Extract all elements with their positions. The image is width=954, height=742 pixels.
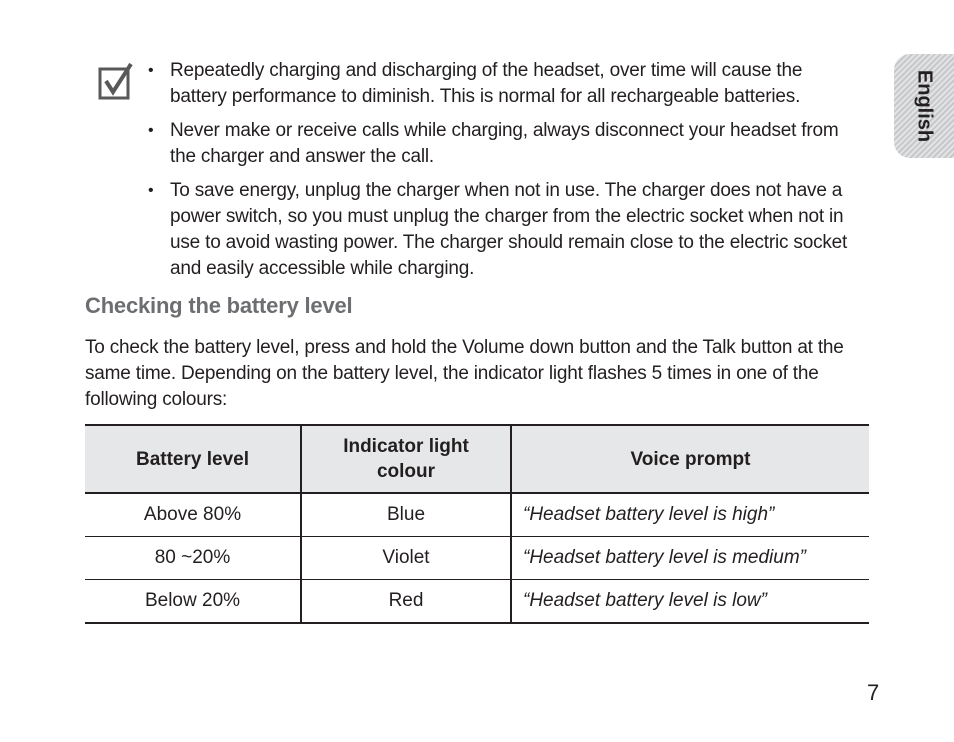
table-row (85, 580, 869, 624)
table-header-row (85, 425, 869, 493)
language-tab (894, 54, 954, 158)
note-bullet-item (146, 58, 862, 110)
cell-indicator-colour: Violet (301, 537, 511, 580)
cell-indicator-colour: Blue (301, 493, 511, 537)
cell-battery-level: Above 80% (85, 493, 301, 537)
note-bullet-item (146, 118, 862, 170)
section-title: Checking the battery level (85, 293, 353, 318)
bullet-dot: • (148, 122, 154, 139)
cell-voice-prompt: “Headset battery level is medium” (511, 537, 869, 580)
header-voice-prompt: Voice prompt (511, 425, 869, 493)
cell-voice-prompt: “Headset battery level is high” (511, 493, 869, 537)
note-bullet-text: Never make or receive calls while charging, always disconnect your headset from the charger and answer the call. (170, 120, 839, 167)
bullet-dot: • (148, 182, 154, 199)
cell-battery-level: Below 20% (85, 580, 301, 624)
note-bullet-list (146, 58, 862, 290)
page-number: 7 (867, 680, 880, 705)
cell-indicator-colour: Red (301, 580, 511, 624)
cell-battery-level: 80 ~20% (85, 537, 301, 580)
checkbox-note-icon (98, 62, 134, 100)
language-tab-label: English (913, 69, 936, 143)
note-bullet-text: Repeatedly charging and discharging of the headset, over time will cause the battery performance to diminish. This is normal for all rechargeable batteries. (170, 60, 803, 107)
cell-voice-prompt: “Headset battery level is low” (511, 580, 869, 624)
table-row (85, 537, 869, 580)
battery-level-table (85, 424, 869, 624)
bullet-dot: • (148, 62, 154, 79)
note-bullet-item (146, 178, 862, 282)
table-row (85, 493, 869, 537)
header-battery-level: Battery level (85, 425, 301, 493)
header-indicator-colour: Indicator light colour (301, 425, 511, 493)
note-bullet-text: To save energy, unplug the charger when not in use. The charger does not have a power switch, so you must unplug the charger from the electric socket when not in use to avoid wasting power. The charger should remain close to the electric socket and easily accessible while charging. (170, 180, 848, 279)
section-intro: To check the battery level, press and hold the Volume down button and the Talk button at the same time. Depending on the battery level, the indicator light flashes 5 times in one of the following colours: (85, 337, 844, 410)
